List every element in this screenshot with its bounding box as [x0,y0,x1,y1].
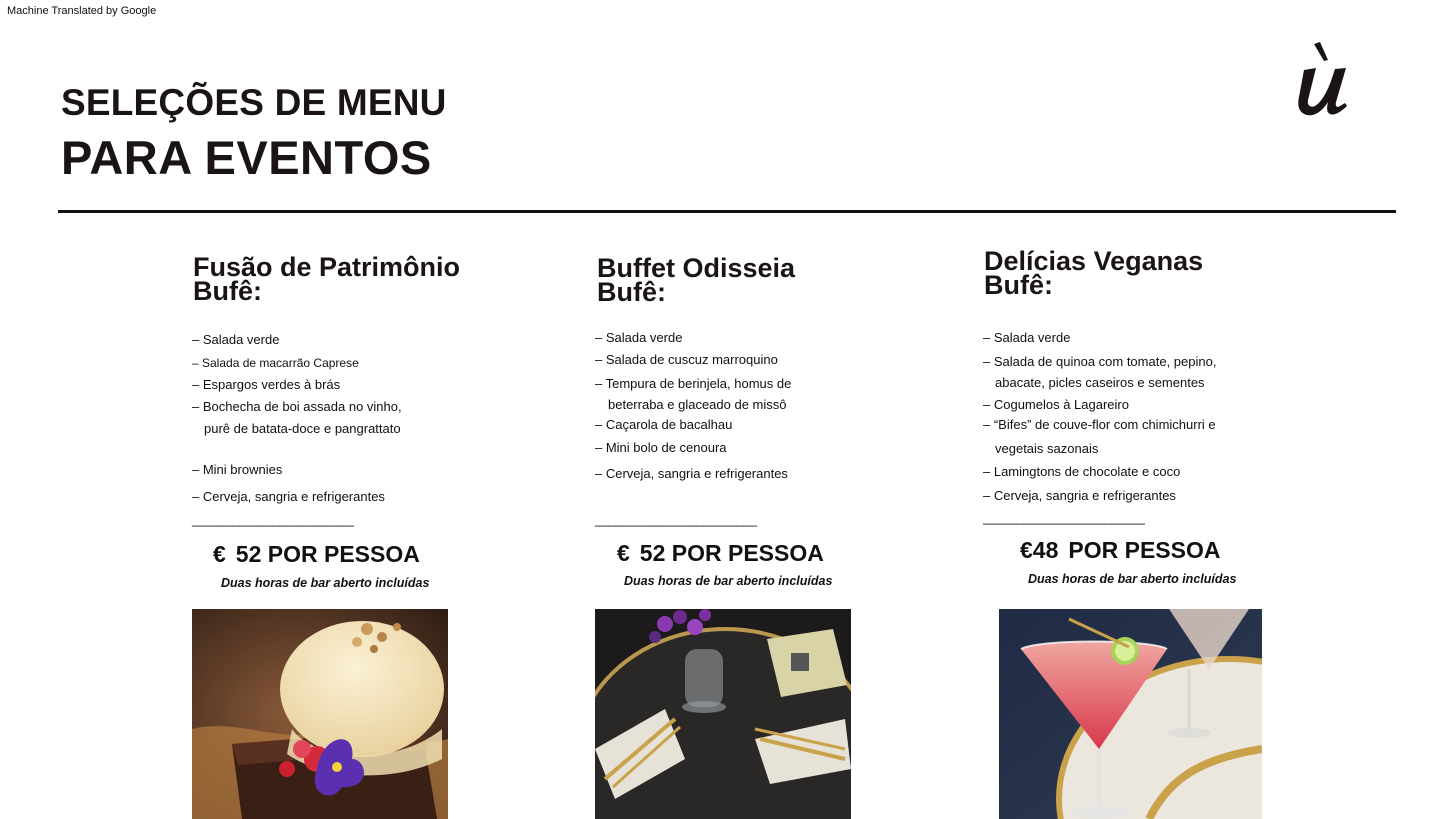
menu-separator: ________________________ [595,512,757,527]
menu-separator: ________________________ [983,510,1145,525]
price-currency: € [213,541,226,567]
bar-note: Duas horas de bar aberto incluídas [221,576,430,590]
menu-heading-line2: Bufê: [597,277,666,307]
price-label [1020,537,1220,564]
price-currency: € [617,540,630,566]
menu-heading [193,252,493,306]
header-divider [58,210,1396,213]
cocktail-photo [999,609,1262,819]
page-title-line1: SELEÇÕES DE MENU [61,82,447,123]
list-item: – Salada verde [595,330,683,345]
list-item: – Cerveja, sangria e refrigerantes [595,466,788,481]
list-item: abacate, picles caseiros e sementes [995,375,1205,390]
menu-heading-line1: Delícias Veganas [984,246,1204,276]
bar-note: Duas horas de bar aberto incluídas [1028,572,1237,586]
list-item: purê de batata-doce e pangrattato [204,421,401,436]
list-item: – Salada de cuscuz marroquino [595,352,778,367]
u-grave-logo-icon [1290,38,1354,120]
list-item: – Cerveja, sangria e refrigerantes [192,489,385,504]
page-title-line2: PARA EVENTOS [61,131,432,184]
menu-separator: ________________________ [192,512,354,527]
list-item: – Cogumelos à Lagareiro [983,397,1129,412]
list-item: vegetais sazonais [995,441,1099,456]
menu-column-vegan [984,246,1284,300]
list-item: – Lamingtons de chocolate e coco [983,464,1181,479]
price-text: 52 POR PESSOA [235,541,420,567]
price-currency: €48 [1020,537,1059,563]
list-item: – “Bifes” de couve-flor com chimichurri e [983,417,1216,432]
list-item: – Salada de macarrão Caprese [192,356,359,370]
menu-heading [597,253,897,307]
price-label [617,540,824,567]
list-item: – Espargos verdes à brás [192,377,341,392]
list-item: – Caçarola de bacalhau [595,417,733,432]
list-item: – Tempura de berinjela, homus de [595,376,792,391]
price-text: 52 POR PESSOA [639,540,824,566]
list-item: – Cerveja, sangria e refrigerantes [983,488,1176,503]
menu-column-odyssey [597,253,897,307]
bar-note: Duas horas de bar aberto incluídas [624,574,833,588]
list-item: – Mini brownies [192,462,283,477]
machine-translated-label: Machine Translated by Google [7,5,157,17]
list-item: beterraba e glaceado de missô [608,397,787,412]
menu-heading-line1: Buffet Odisseia [597,253,796,283]
menu-heading-line2: Bufê: [193,276,262,306]
menu-heading [984,246,1284,300]
price-label [213,541,420,568]
menu-column-heritage [193,252,493,306]
menu-heading-line1: Fusão de Patrimônio [193,252,461,282]
list-item: – Salada verde [983,330,1071,345]
list-item: – Salada verde [192,332,280,347]
list-item: – Bochecha de boi assada no vinho, [192,399,402,414]
list-item: – Salada de quinoa com tomate, pepino, [983,354,1217,369]
price-text: POR PESSOA [1068,537,1221,563]
menu-heading-line2: Bufê: [984,270,1053,300]
list-item: – Mini bolo de cenoura [595,440,727,455]
brownie-dessert-photo [192,609,448,819]
table-setting-photo [595,609,851,819]
